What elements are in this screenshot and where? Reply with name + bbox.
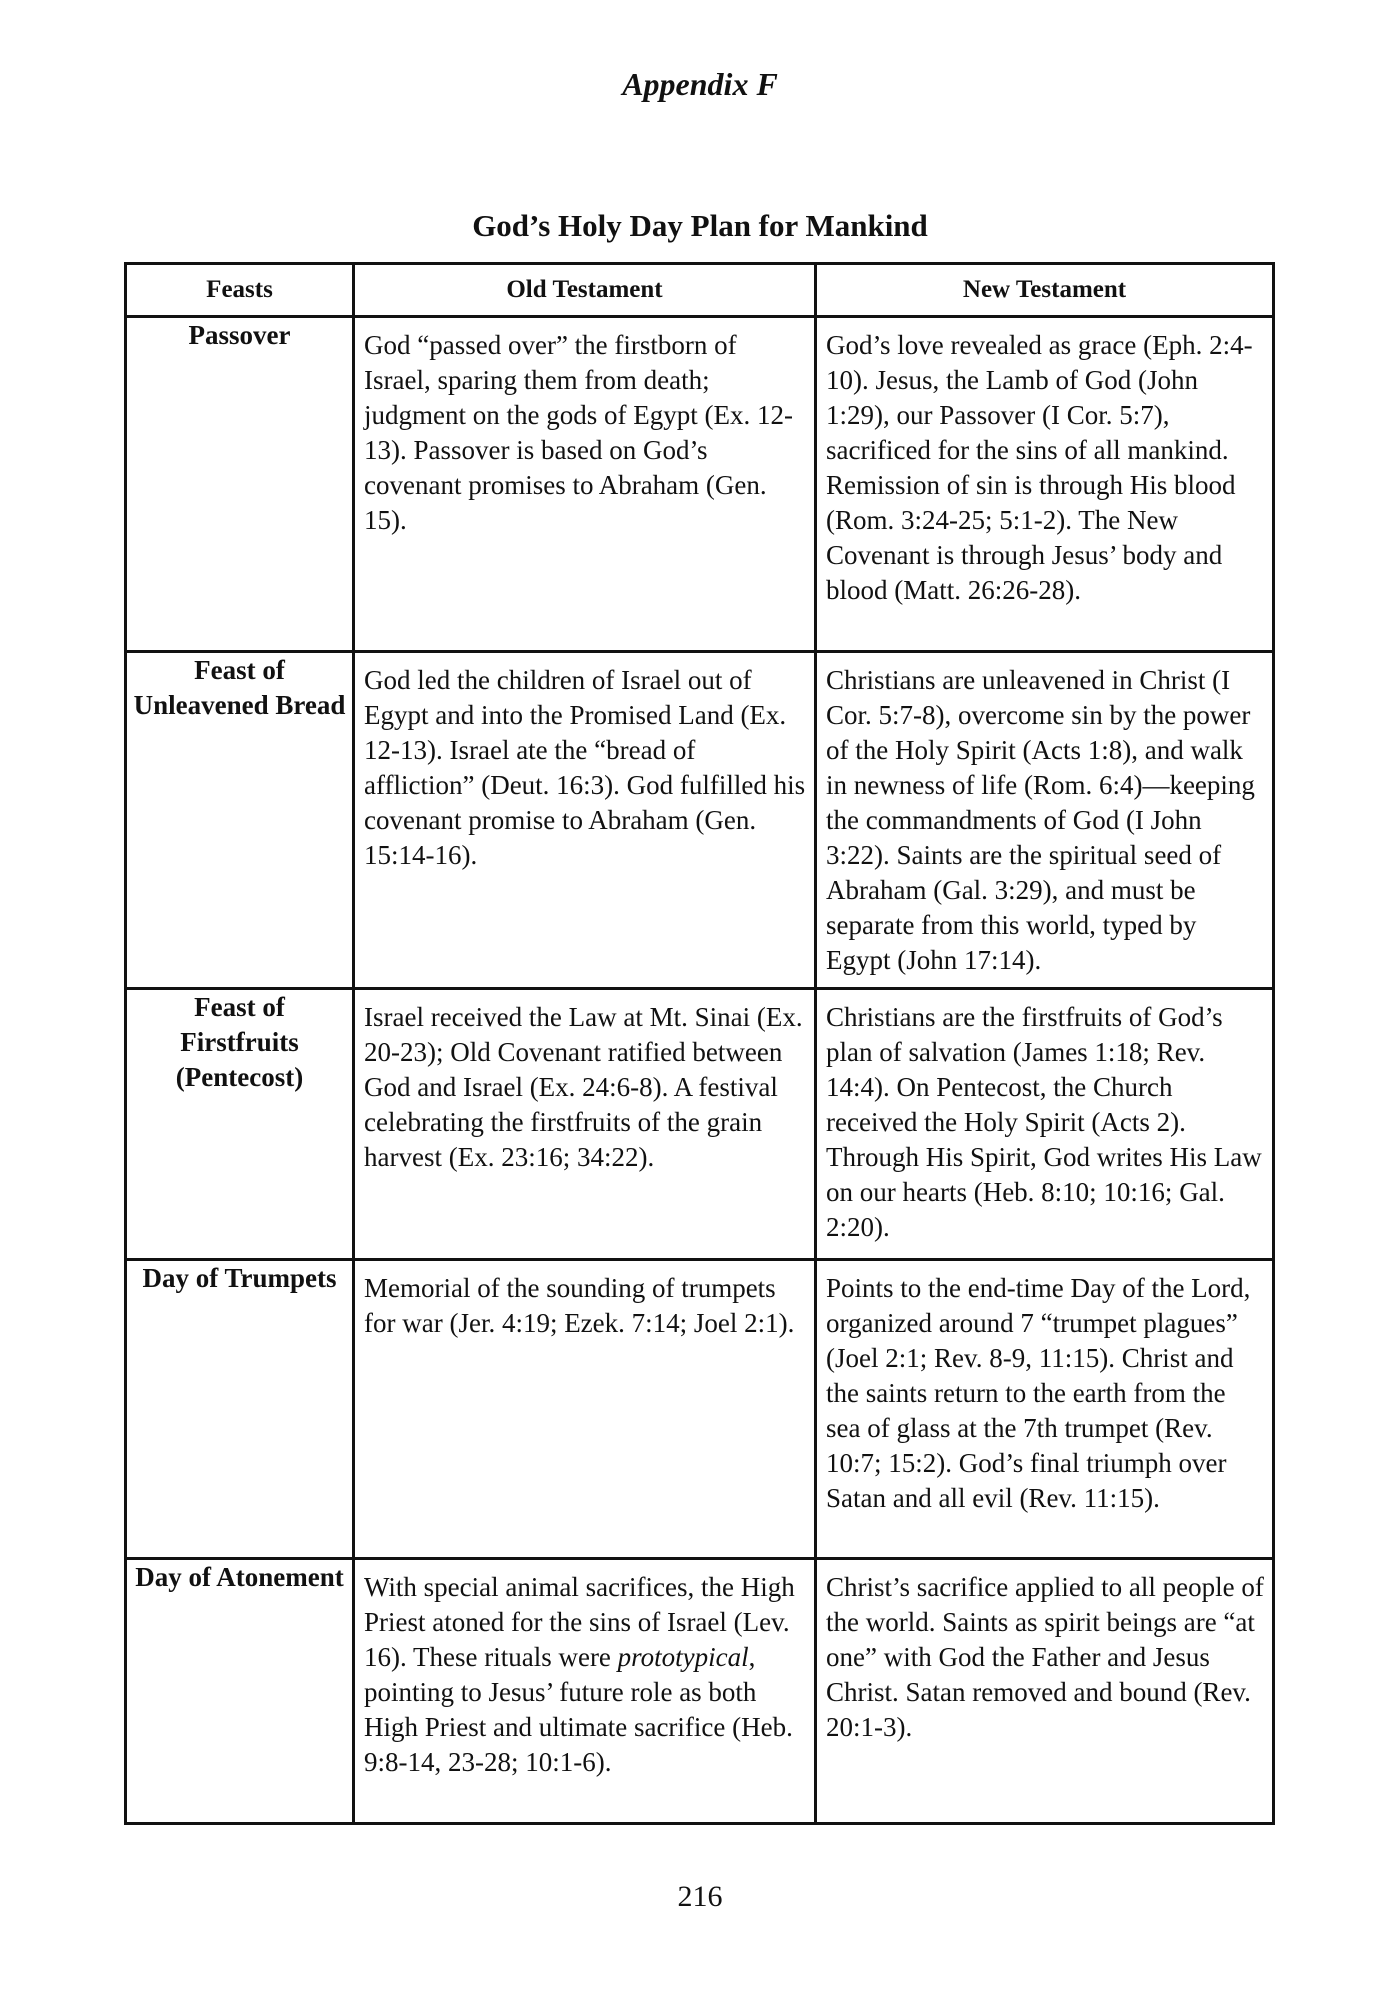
feast-name: Feast of Unleavened Bread	[126, 652, 354, 989]
column-header-new-testament: New Testament	[816, 264, 1274, 317]
old-testament-cell: Israel received the Law at Mt. Sinai (Ex. 20-23); Old Covenant ratified between God and Israel (Ex. 24:6-8). A festival celebrating the firstfruits of the grain harvest (Ex. 23:16; 34:22).	[354, 989, 816, 1260]
table-row	[126, 317, 1274, 652]
feast-name: Feast of Firstfruits (Pentecost)	[126, 989, 354, 1260]
new-testament-cell: Christians are the firstfruits of God’s plan of salvation (James 1:18; Rev. 14:4). On Pentecost, the Church received the Holy Spirit (Acts 2). Through His Spirit, God writes His Law on our hearts (Heb. 8:10; 10:16; Gal. 2:20).	[816, 989, 1274, 1260]
page-title: God’s Holy Day Plan for Mankind	[472, 208, 928, 243]
emphasized-word: prototypical	[617, 1642, 749, 1672]
old-testament-cell	[354, 1559, 816, 1824]
feast-name: Day of Trumpets	[126, 1260, 354, 1559]
table-row	[126, 1559, 1274, 1824]
new-testament-cell: Christians are unleavened in Christ (I Cor. 5:7-8), overcome sin by the power of the Holy Spirit (Acts 1:8), and walk in newness of life (Rom. 6:4)—keeping the commandments of God (I John 3:22). Saints are the spiritual seed of Abraham (Gal. 3:29), and must be separate from this world, typed by Egypt (John 17:14).	[816, 652, 1274, 989]
appendix-heading: Appendix F	[622, 66, 778, 102]
feast-name: Day of Atonement	[126, 1559, 354, 1824]
old-testament-cell: God led the children of Israel out of Egypt and into the Promised Land (Ex. 12-13). Israel ate the “bread of affliction” (Deut. 16:3). God fulfilled his covenant promise to Abraham (Gen. 15:14-16).	[354, 652, 816, 989]
old-testament-cell: Memorial of the sounding of trumpets for war (Jer. 4:19; Ezek. 7:14; Joel 2:1).	[354, 1260, 816, 1559]
old-testament-text: With special animal sacrifices, the High Priest atoned for the sins of Israel (Lev. 16). These rituals were	[364, 1572, 795, 1672]
page-number: 216	[677, 1880, 723, 1913]
new-testament-cell: God’s love revealed as grace (Eph. 2:4-10). Jesus, the Lamb of God (John 1:29), our Passover (I Cor. 5:7), sacrificed for the sins of all mankind. Remission of sin is through His blood (Rom. 3:24-25; 5:1-2). The New Covenant is through Jesus’ body and blood (Matt. 26:26-28).	[816, 317, 1274, 652]
table-header-row	[126, 264, 1274, 317]
column-header-feasts: Feasts	[126, 264, 354, 317]
table-row	[126, 989, 1274, 1260]
old-testament-text: , pointing to Jesus’ future role as both High Priest and ultimate sacrifice (Heb. 9:8-14, 23-28; 10:1-6).	[364, 1642, 793, 1777]
new-testament-cell: Points to the end-time Day of the Lord, organized around 7 “trumpet plagues” (Joel 2:1; Rev. 8-9, 11:15). Christ and the saints return to the earth from the sea of glass at the 7th trumpet (Rev. 10:7; 15:2). God’s final triumph over Satan and all evil (Rev. 11:15).	[816, 1260, 1274, 1559]
feast-name: Passover	[126, 317, 354, 652]
holy-day-table	[124, 262, 1275, 1825]
new-testament-cell: Christ’s sacrifice applied to all people of the world. Saints as spirit beings are “at one” with God the Father and Jesus Christ. Satan removed and bound (Rev. 20:1-3).	[816, 1559, 1274, 1824]
column-header-old-testament: Old Testament	[354, 264, 816, 317]
table-row	[126, 652, 1274, 989]
old-testament-cell: God “passed over” the firstborn of Israel, sparing them from death; judgment on the gods of Egypt (Ex. 12-13). Passover is based on God’s covenant promises to Abraham (Gen. 15).	[354, 317, 816, 652]
table-row	[126, 1260, 1274, 1559]
